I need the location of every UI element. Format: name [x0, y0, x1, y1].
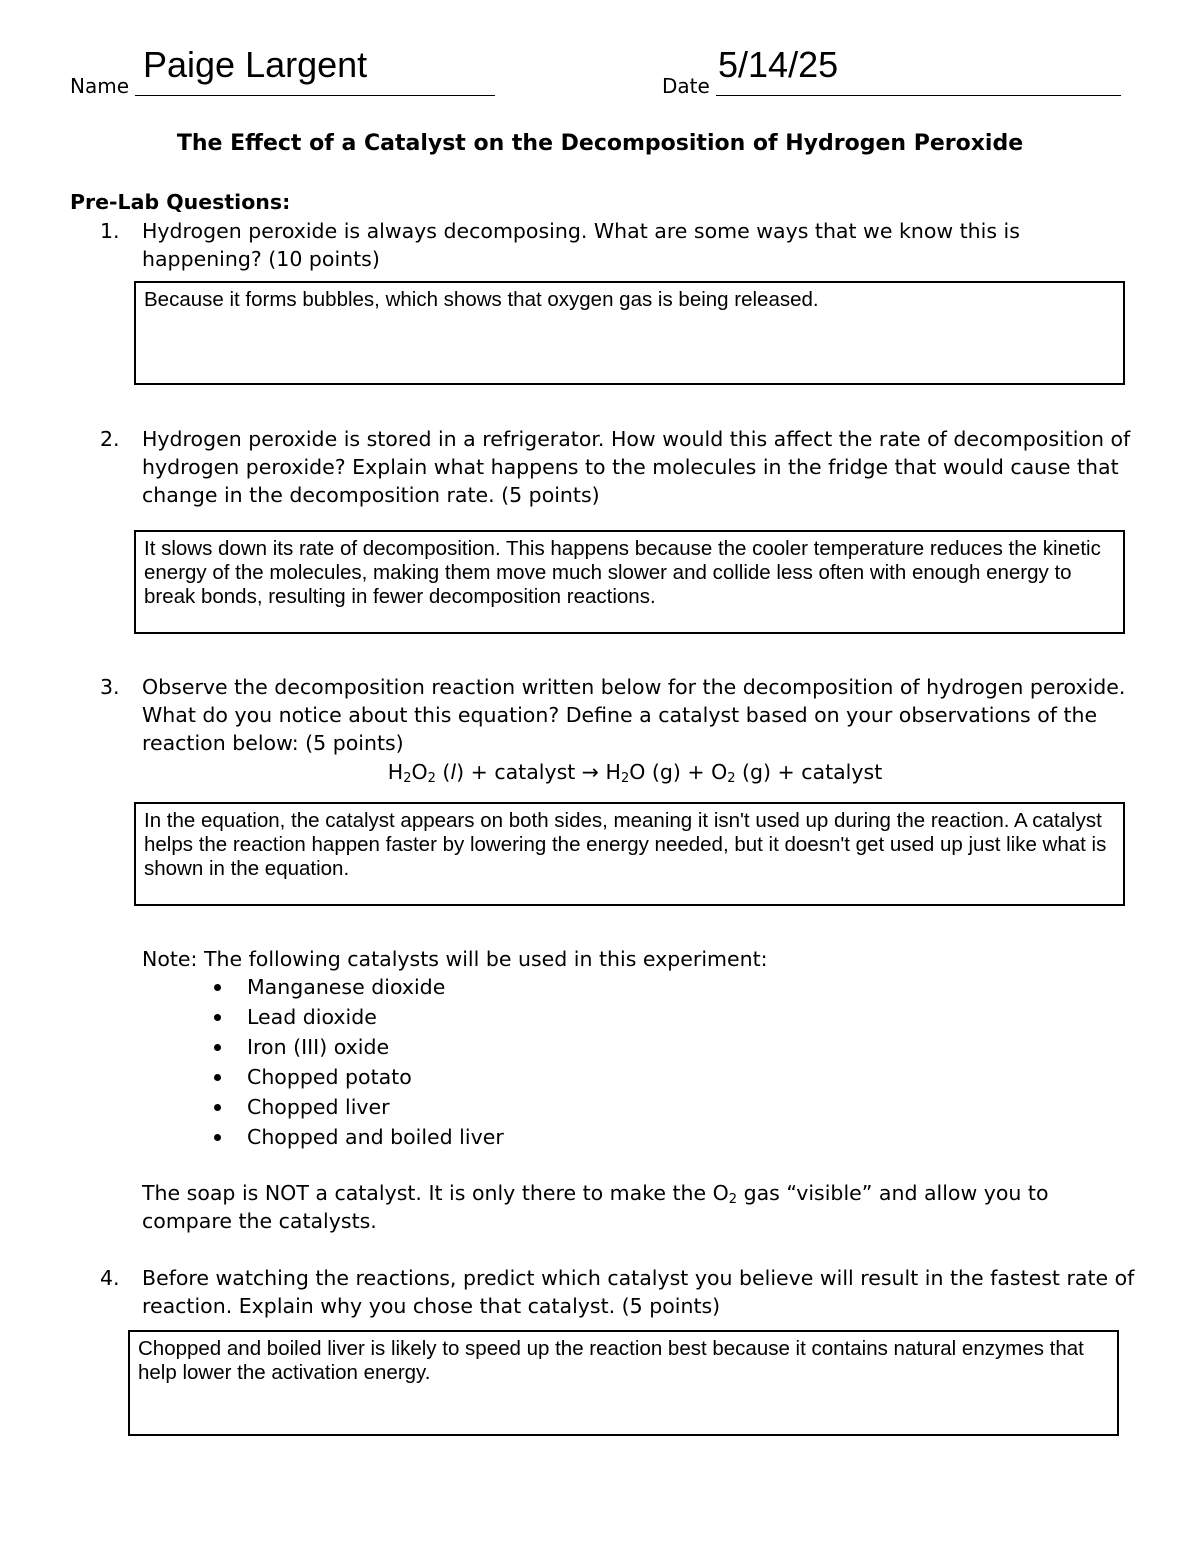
- bullet-icon: [214, 1074, 221, 1081]
- date-underline: [716, 95, 1121, 96]
- question-text: Before watching the reactions, predict which catalyst you believe will result in the fastest rate of reaction. Explain why you chose that catalyst. (5 points): [142, 1266, 1135, 1318]
- question-text: Observe the decomposition reaction written below for the decomposition of hydrogen peroxide. What do you notice about this equation? Define a catalyst based on your observations of the reaction below: (5 points): [142, 675, 1126, 755]
- answer-box-4[interactable]: Chopped and boiled liver is likely to speed up the reaction best because it contains natural enzymes that help lower the activation energy.: [128, 1330, 1119, 1436]
- question-number: 1.: [100, 219, 120, 243]
- list-item: Manganese dioxide: [200, 972, 504, 1002]
- reaction-equation: $H_2O_2$ (l) + catalyst → $H_2O$ $(g) + O_2$ (g) + catalyst: [387, 760, 883, 786]
- list-item: Chopped liver: [200, 1092, 504, 1122]
- bullet-icon: [214, 1014, 221, 1021]
- answer-box-3[interactable]: In the equation, the catalyst appears on both sides, meaning it isn't used up during the reaction. A catalyst helps the reaction happen faster by lowering the energy needed, but it doesn't get used up just like what is shown in the equation.: [134, 802, 1125, 906]
- question-number: 3.: [100, 675, 120, 699]
- question-text: Hydrogen peroxide is stored in a refrigerator. How would this affect the rate of decomposition of hydrogen peroxide? Explain what happens to the molecules in the fridge that would cause that change in the decomposition rate. (5 points): [142, 427, 1131, 507]
- bullet-icon: [214, 984, 221, 991]
- bullet-icon: [214, 1134, 221, 1141]
- catalyst-list: [200, 972, 504, 1152]
- list-item: Iron (III) oxide: [200, 1032, 504, 1062]
- question-text: Hydrogen peroxide is always decomposing. What are some ways that we know this is happening? (10 points): [142, 219, 1020, 271]
- list-item: Chopped potato: [200, 1062, 504, 1092]
- list-item: Lead dioxide: [200, 1002, 504, 1032]
- soap-note: The soap is NOT a catalyst. It is only there to make the $O_2$ gas “visible” and allow you to compare the catalysts.: [142, 1181, 1049, 1233]
- bullet-icon: [214, 1104, 221, 1111]
- question-number: 2.: [100, 427, 120, 451]
- answer-box-1[interactable]: Because it forms bubbles, which shows that oxygen gas is being released.: [134, 281, 1125, 385]
- name-label: Name: [70, 74, 130, 98]
- list-item: Chopped and boiled liver: [200, 1122, 504, 1152]
- date-label: Date: [662, 74, 710, 98]
- bullet-icon: [214, 1044, 221, 1051]
- catalyst-note: Note: The following catalysts will be used in this experiment:: [142, 947, 768, 971]
- name-value[interactable]: Paige Largent: [143, 44, 368, 85]
- date-value[interactable]: 5/14/25: [718, 44, 839, 85]
- document-title: The Effect of a Catalyst on the Decomposition of Hydrogen Peroxide: [176, 131, 1024, 156]
- section-heading: Pre-Lab Questions:: [70, 190, 291, 214]
- name-underline: [135, 95, 495, 96]
- answer-box-2[interactable]: It slows down its rate of decomposition. This happens because the cooler temperature reduces the kinetic energy of the molecules, making them move much slower and collide less often with enough energy to break bonds, resulting in fewer decomposition reactions.: [134, 530, 1125, 634]
- question-number: 4.: [100, 1266, 120, 1290]
